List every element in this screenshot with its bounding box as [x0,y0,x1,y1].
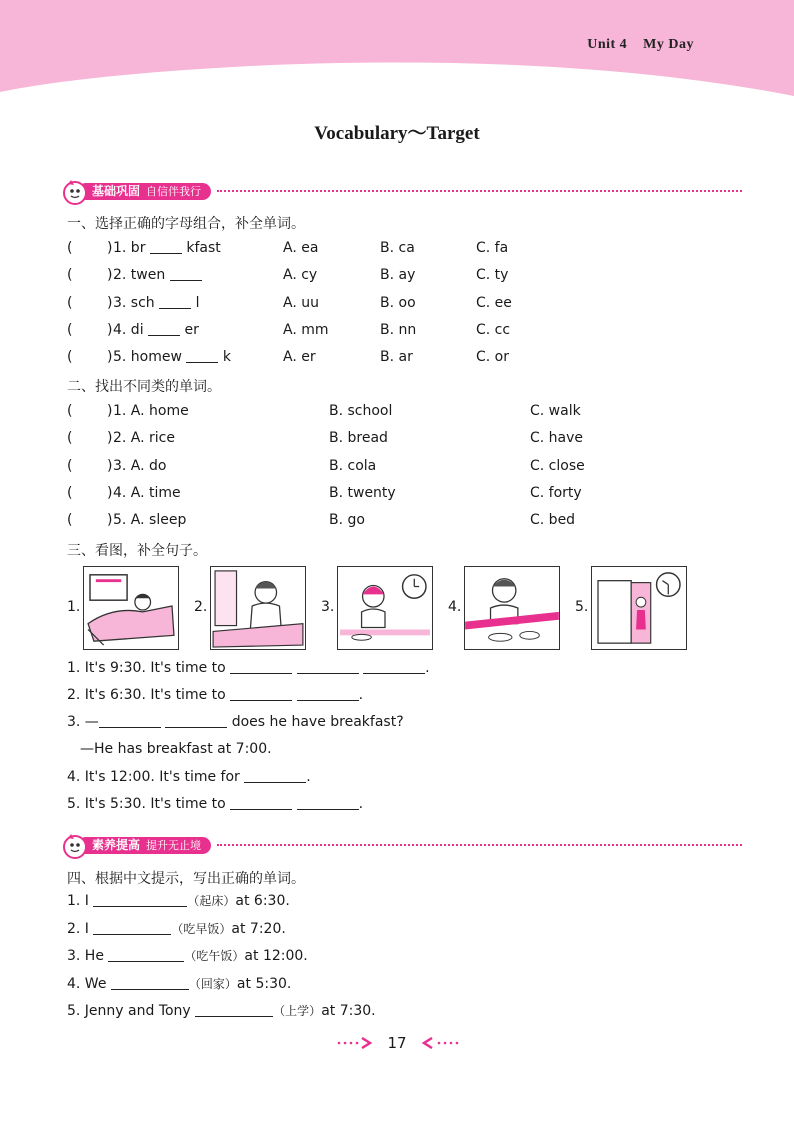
answer-bracket[interactable]: ( [67,321,73,338]
breakfast-picture [337,566,433,650]
answer-blank[interactable] [111,976,189,990]
section-divider [217,190,742,193]
option-c[interactable]: C. ee [476,294,512,311]
part4-heading: 四、根据中文提示，写出正确的单词。 [67,871,305,887]
part3-heading: 三、看图，补全句子。 [67,543,207,559]
option-c[interactable]: C. cc [476,321,511,338]
unit-label: Unit 4 [587,37,628,52]
option-b[interactable]: B. ar [380,349,413,366]
picture-number: 2. [194,599,208,615]
option-b[interactable]: B. cola [329,457,377,474]
option-a[interactable]: 2. A. rice [113,430,175,447]
answer-blank[interactable] [108,948,184,962]
answer-bracket[interactable]: ( [67,267,73,284]
option-a[interactable]: A. mm [283,321,329,338]
answer-blank[interactable] [230,660,292,674]
letter-blank[interactable] [150,240,182,254]
option-b[interactable]: B. oo [380,294,416,311]
bracket-close: ) [107,349,113,366]
option-b[interactable]: B. twenty [329,484,396,501]
bracket-close: ) [107,321,113,338]
answer-blank[interactable] [93,921,171,935]
section-banner-label: 素养提高 提升无止境 [82,837,211,854]
bracket-close: ) [107,484,113,501]
picture-number: 3. [321,599,335,615]
answer-blank[interactable] [297,796,359,810]
question-row [67,403,747,423]
question-row [67,349,747,369]
answer-bracket[interactable]: ( [67,512,73,529]
option-a[interactable]: A. cy [283,267,318,284]
question-row [67,267,747,287]
picture-number: 1. [67,599,81,615]
option-a[interactable]: 4. A. time [113,484,181,501]
chinese-hint: （回家） [188,976,237,991]
part1-heading: 一、选择正确的字母组合，补全单词。 [67,216,305,232]
section-divider [217,844,742,847]
option-c[interactable]: C. bed [530,512,576,529]
question-word: 4. di er [113,321,199,338]
question-word: 2. twen [113,267,202,283]
mascot-icon [62,832,90,860]
lunch-picture [464,566,560,650]
option-c[interactable]: C. walk [530,403,581,419]
option-b[interactable]: B. bread [329,430,388,447]
answer-blank[interactable] [195,1003,273,1017]
sentence-2: 2. It's 6:30. It's time to . [67,687,364,703]
question-row [67,322,747,342]
option-c[interactable]: C. close [530,457,585,474]
sentence-1: 1. It's 9:30. It's time to . [67,660,430,676]
sentence-3: 3. — does he have breakfast? [67,714,404,730]
chinese-hint: （起床） [187,894,236,908]
sentence-4: 4. It's 12:00. It's time for . [67,769,311,785]
answer-blank[interactable] [297,687,359,701]
mascot-icon [62,178,90,206]
question-word: 1. br kfast [113,240,221,256]
option-a[interactable]: A. er [283,349,316,366]
option-b[interactable]: B. school [329,403,393,419]
picture-number: 5. [575,599,589,615]
section-banner-basic [62,178,742,206]
unit-topic: My Day [643,37,694,52]
section-banner-advanced [62,832,742,860]
letter-blank[interactable] [186,349,218,363]
bracket-close: ) [107,267,113,284]
part2-heading: 二、找出不同类的单词。 [67,379,221,395]
fill-sentence: 3. He （吃午饭）at 12:00. [67,948,308,964]
picture-row [67,566,707,652]
arrow-left-icon [414,1037,460,1049]
chinese-hint: （上学） [273,1004,322,1018]
fill-sentence: 1. I （起床）at 6:30. [67,893,290,909]
question-row [67,295,747,315]
bracket-close: ) [107,240,113,256]
answer-blank[interactable] [230,687,292,701]
letter-blank[interactable] [170,267,202,281]
page-number: 17 [387,1034,407,1052]
answer-blank[interactable] [93,893,187,907]
chinese-hint: （吃午饭） [184,949,245,963]
bracket-close: ) [107,430,113,447]
get-up-picture [210,566,306,650]
question-row [67,512,747,532]
option-b[interactable]: B. ca [380,240,415,256]
letter-blank[interactable] [159,295,191,309]
bracket-close: ) [107,294,113,311]
unit-title [587,37,694,53]
answer-blank[interactable] [165,714,227,728]
fill-sentence: 2. I （吃早饭）at 7:20. [67,920,286,937]
page-footer [0,1032,794,1054]
option-a[interactable]: 3. A. do [113,457,167,474]
answer-bracket[interactable]: ( [67,403,73,419]
answer-bracket[interactable]: ( [67,484,73,501]
page-title: Vocabulary～Target [314,123,480,144]
answer-blank[interactable] [244,769,306,783]
question-word: 3. sch l [113,294,200,311]
answer-bracket[interactable]: ( [67,430,73,447]
fill-sentence: 4. We （回家）at 5:30. [67,975,292,992]
option-c[interactable]: C. fa [476,240,509,256]
option-a[interactable]: 1. A. home [113,403,189,419]
question-row [67,458,747,478]
letter-blank[interactable] [148,322,180,336]
go-home-picture [591,566,687,650]
answer-bracket[interactable]: ( [67,457,73,474]
option-a[interactable]: 5. A. sleep [113,512,187,529]
option-c[interactable]: C. or [476,349,509,366]
sentence-5: 5. It's 5:30. It's time to . [67,796,364,812]
option-c[interactable]: C. ty [476,267,509,284]
bracket-close: ) [107,403,113,419]
sentence-3-answer: —He has breakfast at 7:00. [80,741,272,757]
question-row [67,430,747,450]
option-c[interactable]: C. have [530,430,584,447]
answer-blank[interactable] [99,714,161,728]
option-a[interactable]: A. uu [283,294,319,311]
option-c[interactable]: C. forty [530,484,582,501]
option-b[interactable]: B. go [329,512,365,529]
option-b[interactable]: B. ay [380,267,416,284]
answer-bracket[interactable]: ( [67,240,73,256]
fill-sentence: 5. Jenny and Tony （上学）at 7:30. [67,1003,376,1019]
answer-bracket[interactable]: ( [67,349,73,366]
bracket-close: ) [107,512,113,529]
answer-blank[interactable] [363,660,425,674]
sleep-picture [83,566,179,650]
answer-bracket[interactable]: ( [67,294,73,311]
option-a[interactable]: A. ea [283,240,319,256]
answer-blank[interactable] [230,796,292,810]
option-b[interactable]: B. nn [380,321,417,338]
section-banner-label: 基础巩固 自信伴我行 [82,183,211,200]
bracket-close: ) [107,457,113,474]
chinese-hint: （吃早饭） [171,921,232,936]
question-word: 5. homew k [113,349,231,366]
question-row [67,485,747,505]
question-row [67,240,747,260]
answer-blank[interactable] [297,660,359,674]
picture-number: 4. [448,599,462,615]
